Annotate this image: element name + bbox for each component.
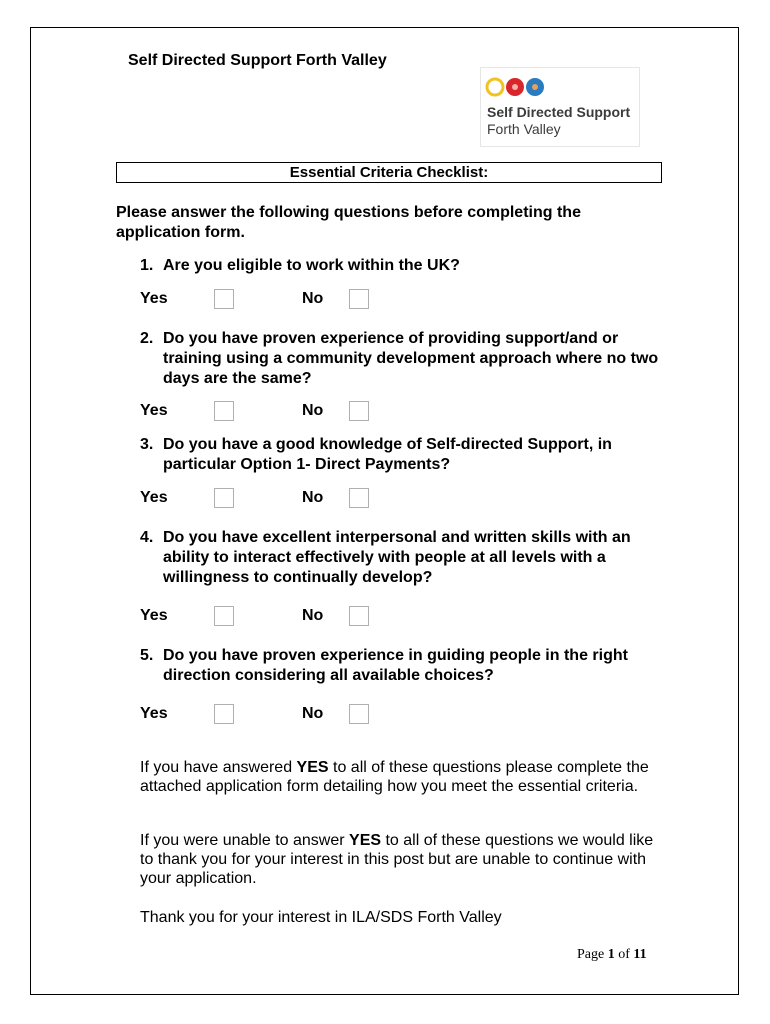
answer-row-4 [140, 606, 380, 628]
of-label: of [618, 947, 630, 962]
no-label: No [302, 705, 324, 722]
answer-row-3 [140, 488, 380, 510]
question-text: Do you have proven experience of providing support/and or training using a community development approach where no two days are the same? [163, 330, 659, 387]
logo-text-line1: Self Directed Support [487, 104, 631, 120]
question-number: 2. [140, 330, 154, 347]
yes-label: Yes [140, 705, 168, 722]
closing-text: to all of these questions we would like to thank you for your interest in this post but are unable to continue with your application. [140, 832, 654, 887]
page-total: 11 [633, 947, 647, 962]
question-text: Do you have excellent interpersonal and written skills with an ability to interact effectively with people at all levels with a willingness to continually develop? [163, 529, 631, 586]
closing-emphasis: YES [349, 832, 382, 849]
closing-emphasis: YES [296, 759, 329, 776]
closing-text: If you were unable to answer [140, 832, 350, 849]
page-current: 1 [607, 947, 615, 962]
question-5 [140, 646, 660, 686]
no-label: No [302, 402, 324, 419]
question-1 [140, 256, 660, 276]
answer-row-2 [140, 401, 380, 423]
q1-yes-checkbox[interactable] [214, 289, 234, 309]
page-label: Page [577, 947, 605, 962]
logo-text-line2: Forth Valley [487, 121, 561, 137]
intro-text: Please answer the following questions before completing the application form. [116, 204, 581, 241]
closing-text: to all of these questions please complete the attached application form detailing how you meet the essential criteria. [140, 759, 649, 795]
answer-row-1 [140, 289, 380, 311]
organisation-logo [480, 67, 640, 147]
q1-no-checkbox[interactable] [349, 289, 369, 309]
answer-row-5 [140, 704, 380, 726]
yes-label: Yes [140, 489, 168, 506]
logo-circles-icon [483, 75, 547, 99]
question-text: Do you have proven experience in guiding people in the right direction considering all available choices? [163, 647, 628, 684]
yes-label: Yes [140, 402, 168, 419]
question-3 [140, 435, 660, 475]
yes-label: Yes [140, 607, 168, 624]
closing-paragraph-no [140, 831, 660, 888]
q2-yes-checkbox[interactable] [214, 401, 234, 421]
question-text: Do you have a good knowledge of Self-directed Support, in particular Option 1- Direct Payments? [163, 436, 612, 473]
question-number: 3. [140, 436, 154, 453]
q4-no-checkbox[interactable] [349, 606, 369, 626]
page-title: Self Directed Support Forth Valley [128, 52, 387, 69]
q5-yes-checkbox[interactable] [214, 704, 234, 724]
question-4 [140, 528, 660, 588]
closing-paragraph-yes [140, 758, 660, 796]
closing-text: If you have answered [140, 759, 297, 776]
question-number: 1. [140, 257, 154, 274]
question-number: 4. [140, 529, 154, 546]
q5-no-checkbox[interactable] [349, 704, 369, 724]
question-2 [140, 329, 660, 389]
no-label: No [302, 489, 324, 506]
yes-label: Yes [140, 290, 168, 307]
question-text: Are you eligible to work within the UK? [163, 257, 460, 274]
question-number: 5. [140, 647, 154, 664]
page-number [577, 947, 647, 963]
no-label: No [302, 607, 324, 624]
q3-no-checkbox[interactable] [349, 488, 369, 508]
checklist-heading: Essential Criteria Checklist: [116, 162, 662, 183]
q2-no-checkbox[interactable] [349, 401, 369, 421]
thank-you-text: Thank you for your interest in ILA/SDS Forth Valley [140, 909, 502, 926]
q4-yes-checkbox[interactable] [214, 606, 234, 626]
no-label: No [302, 290, 324, 307]
q3-yes-checkbox[interactable] [214, 488, 234, 508]
